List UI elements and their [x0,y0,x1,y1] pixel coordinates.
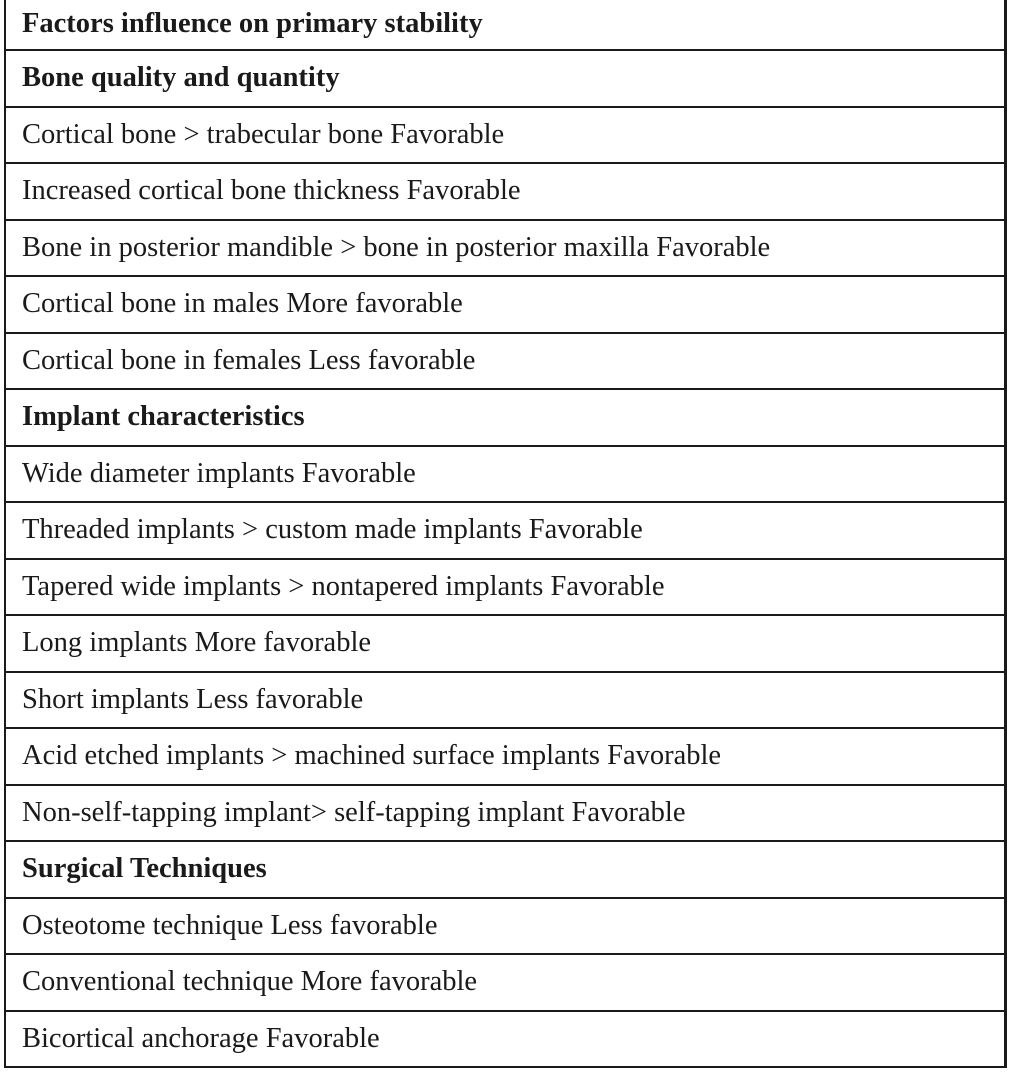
row-text: Non-self-tapping implant> self-tapping implant Favorable [22,796,686,828]
table-row [6,277,1004,334]
row-text: Threaded implants > custom made implants Favorable [22,514,643,546]
row-text: Long implants More favorable [22,627,372,659]
table-row [6,164,1004,221]
row-text: Bicortical anchorage Favorable [22,1022,380,1054]
section-header-row [6,390,1004,447]
row-text: Increased cortical bone thickness Favorable [22,175,521,207]
table-row [6,334,1004,391]
row-text: Bone in posterior mandible > bone in posterior maxilla Favorable [22,231,771,263]
table-row [6,673,1004,730]
table-row [6,560,1004,617]
section-header-text: Factors influence on primary stability [22,7,483,39]
table-row [6,786,1004,843]
row-text: Osteotome technique Less favorable [22,909,438,941]
section-header-text: Bone quality and quantity [22,62,340,94]
table-row [6,108,1004,165]
table-row [6,955,1004,1012]
row-text: Cortical bone in females Less favorable [22,344,476,376]
table-title-row [6,0,1004,51]
table-row [6,503,1004,560]
row-text: Acid etched implants > machined surface implants Favorable [22,740,722,772]
row-text: Cortical bone in males More favorable [22,288,463,320]
primary-stability-factors-table [4,0,1007,1068]
row-text: Wide diameter implants Favorable [22,457,416,489]
table-row [6,616,1004,673]
section-header-text: Implant characteristics [22,401,305,433]
section-header-text: Surgical Techniques [22,853,267,885]
table-row [6,447,1004,504]
table-row [6,221,1004,278]
section-header-row [6,842,1004,899]
table-row [6,1012,1004,1067]
row-text: Tapered wide implants > nontapered implants Favorable [22,570,665,602]
row-text: Conventional technique More favorable [22,966,478,998]
section-header-row [6,51,1004,108]
row-text: Cortical bone > trabecular bone Favorable [22,118,505,150]
row-text: Short implants Less favorable [22,683,364,715]
table-row [6,729,1004,786]
table-row [6,899,1004,956]
